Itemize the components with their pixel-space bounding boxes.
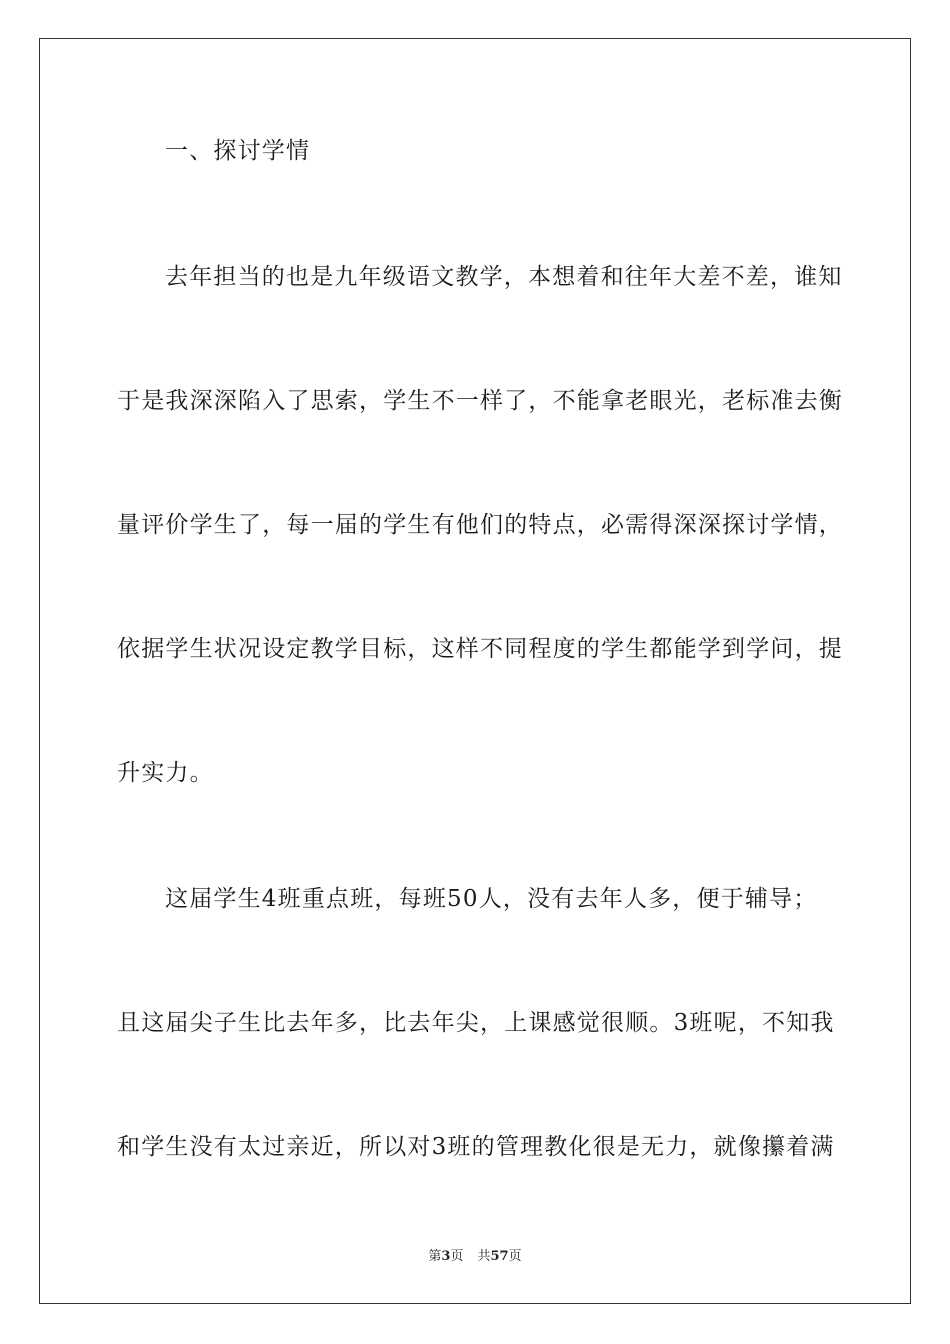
paragraph-line-8: 和学生没有太过亲近，所以对3班的管理教化很是无力，就像攥着满 — [117, 1134, 835, 1160]
paragraph-line-5: 升实力。 — [117, 760, 214, 786]
section-heading: 一、探讨学情 — [165, 138, 311, 164]
total-prefix: 共 — [477, 1249, 491, 1264]
paragraph-line-4: 依据学生状况设定教学目标，这样不同程度的学生都能学到学问，提 — [117, 636, 843, 662]
total-suffix: 页 — [508, 1249, 522, 1264]
page-prefix: 第 — [428, 1249, 442, 1264]
page-border — [39, 38, 911, 1304]
paragraph-line-7: 且这届尖子生比去年多，比去年尖，上课感觉很顺。3班呢，不知我 — [117, 1010, 835, 1036]
current-page-number: 3 — [441, 1249, 451, 1264]
paragraph-line-1: 去年担当的也是九年级语文教学，本想着和往年大差不差，谁知 — [165, 264, 843, 290]
paragraph-line-6: 这届学生4班重点班，每班50人，没有去年人多，便于辅导； — [165, 886, 818, 912]
total-pages-number: 57 — [490, 1249, 509, 1264]
paragraph-line-3: 量评价学生了，每一届的学生有他们的特点，必需得深深探讨学情， — [117, 512, 843, 538]
page-footer — [0, 1248, 950, 1266]
page-suffix: 页 — [450, 1249, 464, 1264]
paragraph-line-2: 于是我深深陷入了思索，学生不一样了，不能拿老眼光，老标准去衡 — [117, 388, 843, 414]
